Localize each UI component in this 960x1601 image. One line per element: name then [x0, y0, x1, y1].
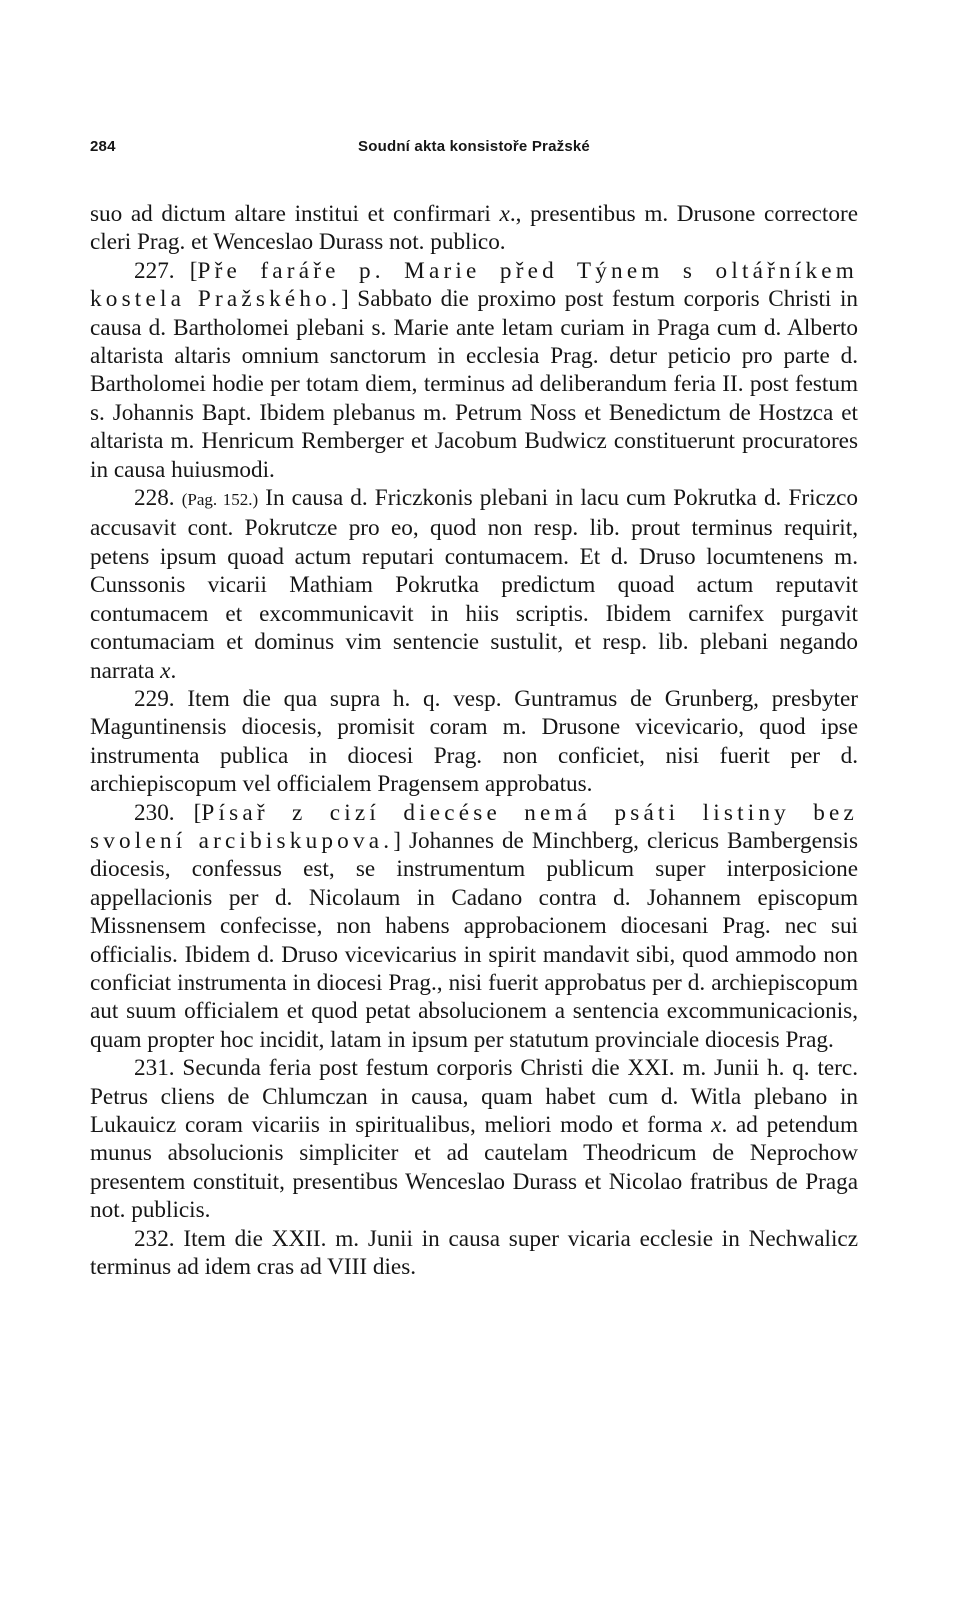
- entry-229: [90, 685, 858, 799]
- document-page: [90, 138, 858, 1281]
- text-segment: In causa d. Friczkonis plebani in lacu cum Pokrutka d. Friczco accusavit cont. Pokrutcze pro eo, quod non resp. lib. prout terminus requirit, petens ipsum quoad actum reputari contumacem. Et d. Druso locumtenens m. Cunssonis vicarii Mathiam Pokrutka predictum quoad actum reputavit contumacem et excommunicavit in hiis scriptis. Ibidem carnifex purgavit contumaciam et dominus vim sentencie sustulit, et resp. lib. plebani negando narrata: [90, 485, 859, 684]
- text-segment: suo ad dictum altare institui et confirmari: [90, 201, 500, 227]
- text-segment: 231. Secunda feria post festum corporis Christi die XXI. m. Junii h. q. terc. Petrus cliens de Chlumczan in causa, quam habet cum d. Witla plebano in Lukauicz coram vicariis in spiritualibus, meliori modo et forma: [90, 1055, 858, 1138]
- entry-number: 228.: [134, 485, 182, 512]
- abbreviation-mark: x: [160, 657, 171, 684]
- entry-227: [90, 257, 858, 484]
- page-reference: (Pag. 152.): [181, 490, 259, 510]
- entry-number: 230. [: [134, 799, 202, 826]
- text-segment: ] Sabbato die proximo post festum corporis Christi in causa d. Bartholomei plebani s. Marie ante letam curiam in Praga cum d. Alberto altarista altaris omnium sanctorum in ecclesia Prag. detur peticio pro parte d. Bartholomei hodie per totam diem, terminus ad deliberandum feria II. post festum s. Johannis Bapt. Ibidem plebanus m. Petrum Noss et Benedictum de Hostzca et altarista m. Henricum Remberger et Jacobum Budwicz constituerunt procuratores in causa huiusmodi.: [90, 286, 859, 483]
- entry-231: [90, 1054, 858, 1224]
- text-segment: ] Johannes de Minchberg, clericus Bambergensis diocesis, confessus est, se instrumentum publicum super interposicione appellacionis per d. Nicolaum in Cadano contra d. Johannem episcopum Missnensem confecisse, non habens approbacionem diocesani Prag. nec sui officialis. Ibidem d. Druso vicevicarius in spirit mandavit sibi, quod ammodo non conficiat instrumenta in diocesi Prag., nisi fuerit approbatus per d. archiepiscopum aut suum officialem et quod petat absolucionem a sentencia excommunicacionis, quam propter hoc incidit, latam in ipsum per statutum provinciale diocesis Prag.: [90, 827, 859, 1053]
- paragraph-continuation: [90, 200, 858, 257]
- page-number: 284: [90, 138, 116, 155]
- entry-228: [90, 484, 858, 685]
- running-title: Soudní akta konsistoře Pražské: [358, 138, 590, 155]
- abbreviation-mark: x: [499, 201, 510, 227]
- running-head: [90, 138, 858, 164]
- entry-number: 227. [: [134, 257, 198, 284]
- entry-230: [90, 799, 858, 1055]
- text-segment: . ad petendum munus absolucionis simpliciter et ad cautelam Theodricum de Neprochow presentem constituit, presentibus Wenceslao Durass et Nicolao fratribus de Praga not. publicis.: [90, 1112, 858, 1224]
- text-segment: .: [170, 657, 177, 684]
- text-segment: 229. Item die qua supra h. q. vesp. Guntramus de Grunberg, presbyter Maguntinensis diocesis, promisit coram m. Drusone vicevicario, quod ipse instrumenta publica in diocesi Prag. non conficiet, nisi fuerit per d. archiepiscopum vel officialem Pragensem approbatus.: [90, 685, 858, 798]
- czech-heading: Písař z cizí diecése nemá psáti listiny bez svolení arcibiskupova.: [90, 799, 858, 854]
- entry-232: [90, 1225, 858, 1282]
- body-text: [90, 200, 858, 1281]
- text-segment: 232. Item die XXII. m. Junii in causa super vicaria ecclesie in Nechwalicz terminus ad idem cras ad VIII dies.: [90, 1225, 858, 1281]
- czech-heading: Pře faráře p. Marie před Týnem s oltářníkem kostela Pražského.: [90, 257, 858, 313]
- text-segment: ., presentibus m. Drusone correctore cleri Prag. et Wenceslao Durass not. publico.: [90, 201, 858, 256]
- abbreviation-mark: x: [711, 1112, 722, 1138]
